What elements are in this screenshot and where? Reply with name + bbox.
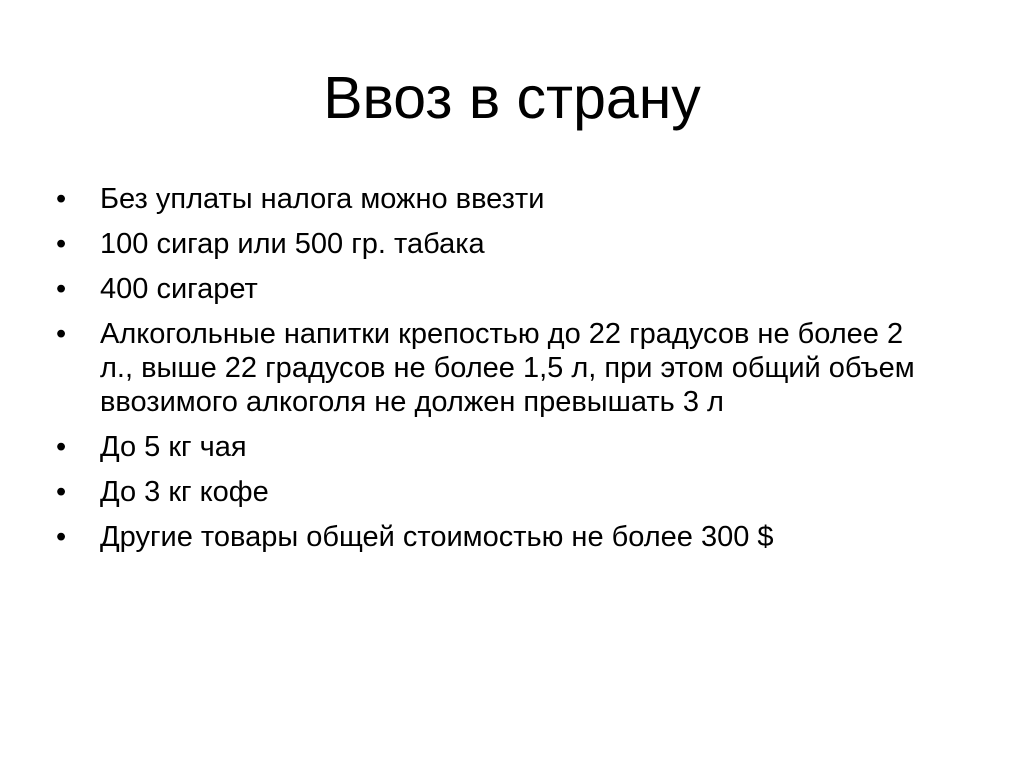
list-item xyxy=(52,430,932,464)
list-item xyxy=(52,475,932,509)
list-item-text: Алкогольные напитки крепостью до 22 градусов не более 2 л., выше 22 градусов не более 1,5 л, при этом общий объем ввозимого алкоголя не должен превышать 3 л xyxy=(100,318,915,418)
list-item-text: 400 сигарет xyxy=(100,273,258,305)
list-item xyxy=(52,182,932,216)
bullet-icon: • xyxy=(56,228,67,260)
list-item xyxy=(52,272,932,306)
bullet-icon: • xyxy=(56,431,67,463)
bullet-icon: • xyxy=(56,521,67,553)
list-item-text: Другие товары общей стоимостью не более 300 $ xyxy=(100,521,774,553)
list-item-text: До 5 кг чая xyxy=(100,431,247,463)
bullet-icon: • xyxy=(56,273,67,305)
bullet-list xyxy=(52,182,932,565)
slide-title: Ввоз в страну xyxy=(323,65,701,131)
list-item xyxy=(52,520,932,554)
bullet-icon: • xyxy=(56,476,67,508)
bullet-icon: • xyxy=(56,183,67,215)
list-item-text: До 3 кг кофе xyxy=(100,476,269,508)
list-item-text: 100 сигар или 500 гр. табака xyxy=(100,228,485,260)
list-item-text: Без уплаты налога можно ввезти xyxy=(100,183,545,215)
list-item xyxy=(52,227,932,261)
list-item xyxy=(52,317,932,419)
bullet-icon: • xyxy=(56,318,67,350)
